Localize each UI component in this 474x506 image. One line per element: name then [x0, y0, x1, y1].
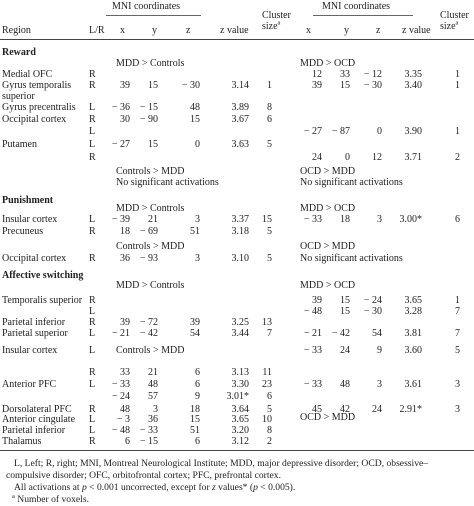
cluster-size-cell-ocd: 7	[455, 306, 460, 317]
lr-cell: L	[89, 214, 96, 225]
cluster-size-cell-ocd: 1	[455, 126, 460, 137]
y-cell: 15	[148, 139, 158, 150]
lr-cell: L	[89, 102, 96, 113]
lr-cell: R	[89, 436, 96, 447]
zvalue-cell: 3.89	[231, 102, 249, 113]
zvalue-cell: 3.65	[231, 414, 249, 425]
z-cell: 18	[190, 404, 200, 415]
cluster-size-cell: 8	[267, 425, 272, 436]
region-cell: Anterior PFC	[2, 379, 57, 390]
lr-cell: L	[89, 414, 96, 425]
zvalue-cell-ocd: 3.61	[404, 379, 422, 390]
zvalue-cell: 3.01*	[226, 391, 249, 402]
cluster-header-right: Cluster	[440, 10, 469, 21]
x-cell: − 48	[111, 425, 130, 436]
region-header: Region	[2, 25, 31, 36]
y-cell-ocd: − 87	[331, 126, 350, 137]
region-cell: Parietal inferior	[2, 317, 66, 328]
region-cell: superior	[2, 91, 35, 102]
z-cell: 39	[190, 317, 200, 328]
z-cell: 6	[195, 367, 200, 378]
y-cell-ocd: − 42	[331, 328, 350, 339]
zvalue-cell-ocd: 3.35	[404, 69, 422, 80]
cluster-size-cell: 15	[262, 214, 272, 225]
y-cell: − 42	[139, 328, 158, 339]
zvalue-cell-ocd: 2.91*	[399, 404, 422, 415]
zvalue-cell: 3.44	[231, 328, 249, 339]
zvalue-cell-ocd: 3.71	[404, 152, 422, 163]
region-cell: Anterior cingulate	[2, 414, 76, 425]
z-cell: 54	[190, 328, 200, 339]
y-cell: − 15	[139, 436, 158, 447]
y-cell: − 72	[139, 317, 158, 328]
y-cell-ocd: 33	[340, 69, 350, 80]
footnote-voxels: $^a$ Number of voxels.	[12, 492, 89, 505]
cluster-size-cell: 23	[262, 379, 272, 390]
region-cell: Thalamus	[2, 436, 42, 447]
cluster-size-cell-ocd: 1	[455, 80, 460, 91]
reward-controls-mdd: Controls > MDD	[116, 166, 185, 177]
region-cell: Gyrus precentralis	[2, 102, 76, 113]
z-cell-ocd: 3	[377, 214, 382, 225]
region-cell: Dorsolateral PFC	[2, 404, 72, 415]
z-cell-ocd: 9	[377, 345, 382, 356]
reward-ocd-mdd: OCD > MDD	[300, 166, 356, 177]
x-cell: − 33	[111, 379, 130, 390]
z-cell: 15	[190, 114, 200, 125]
x-cell: − 24	[111, 391, 130, 402]
zvalue-cell: 3.10	[231, 253, 249, 264]
x-cell: − 3	[116, 414, 130, 425]
cluster-size-cell: 6	[267, 114, 272, 125]
y-cell: − 93	[139, 253, 158, 264]
lr-cell: L	[89, 345, 96, 356]
cluster-size-cell: 1	[267, 80, 272, 91]
z-cell: 6	[195, 379, 200, 390]
y-cell: 3	[153, 404, 158, 415]
zvalue-cell: 3.63	[231, 139, 249, 150]
x-cell: − 21	[111, 328, 130, 339]
y-cell: − 33	[139, 425, 158, 436]
z-cell: 51	[190, 226, 200, 237]
z-cell: 3	[195, 253, 200, 264]
zvalue-cell: 3.37	[231, 214, 249, 225]
cluster-size-cell-ocd: 3	[455, 379, 460, 390]
region-cell: Gyrus temporalis	[2, 80, 72, 91]
cluster-size-cell-ocd: 6	[455, 214, 460, 225]
z-cell-ocd: − 24	[363, 295, 382, 306]
affective-controls-mdd: Controls > MDD	[116, 345, 185, 356]
zvalue-cell-ocd: 3.60	[404, 345, 422, 356]
zvalue-cell-ocd: 3.81	[404, 328, 422, 339]
region-cell: Insular cortex	[2, 214, 58, 225]
z-cell: − 30	[181, 80, 200, 91]
cluster-size-cell-ocd: 2	[455, 152, 460, 163]
y-cell-ocd: 0	[345, 152, 350, 163]
cluster-header-left: Cluster	[262, 10, 291, 21]
cluster-size-header-left: size$^a$	[262, 19, 281, 32]
x-header-right: x	[306, 25, 311, 36]
lr-cell: L	[89, 306, 96, 317]
zvalue-cell: 3.18	[231, 226, 249, 237]
cluster-size-cell: 7	[267, 328, 272, 339]
punishment-ocd-mdd: OCD > MDD	[300, 241, 356, 252]
z-cell-ocd: − 12	[363, 69, 382, 80]
zvalue-header-left: z value	[220, 25, 249, 36]
lr-cell: R	[89, 295, 96, 306]
cluster-size-cell: 5	[267, 226, 272, 237]
affective-mdd-ocd: MDD > OCD	[300, 280, 356, 291]
header-rule	[0, 39, 474, 40]
footer-rule	[0, 450, 474, 451]
y-cell-ocd: 15	[340, 306, 350, 317]
mni-coordinates-header-right: MNI coordinates	[322, 1, 391, 12]
z-cell-ocd: 24	[372, 404, 382, 415]
z-cell: 6	[195, 436, 200, 447]
x-cell-ocd: − 21	[303, 328, 322, 339]
cluster-size-cell-ocd: 1	[455, 69, 460, 80]
x-cell: − 39	[111, 214, 130, 225]
section-punishment: Punishment	[2, 195, 54, 206]
zvalue-cell-ocd: 3.00*	[399, 214, 422, 225]
cluster-size-cell-ocd: 5	[455, 345, 460, 356]
y-cell-ocd: 42	[340, 404, 350, 415]
zvalue-cell: 3.13	[231, 367, 249, 378]
z-cell: 48	[190, 102, 200, 113]
x-cell: 6	[125, 436, 130, 447]
region-cell: Parietal inferior	[2, 425, 66, 436]
z-cell: 9	[195, 391, 200, 402]
z-cell: 3	[195, 214, 200, 225]
affective-ocd-mdd: OCD > MDD	[300, 412, 356, 423]
lr-cell: L	[89, 126, 96, 137]
x-cell: 48	[120, 404, 130, 415]
region-cell: Putamen	[2, 139, 37, 150]
lr-cell: L	[89, 139, 96, 150]
y-cell: 15	[148, 80, 158, 91]
zvalue-header-right: z value	[402, 25, 431, 36]
section-affective-switching: Affective switching	[2, 270, 84, 281]
x-cell-ocd: 24	[312, 152, 322, 163]
x-cell: 36	[120, 253, 130, 264]
zvalue-cell-ocd: 3.28	[404, 306, 422, 317]
y-cell-ocd: 15	[340, 295, 350, 306]
x-cell: 33	[120, 367, 130, 378]
y-cell: − 90	[139, 114, 158, 125]
z-cell-ocd: 3	[377, 379, 382, 390]
lr-cell: R	[89, 152, 96, 163]
x-cell: 30	[120, 114, 130, 125]
punishment-mdd-controls: MDD > Controls	[116, 203, 185, 214]
region-cell: Temporalis superior	[2, 295, 83, 306]
footnote-threshold: All activations at p < 0.001 uncorrected, except for z values* (p < 0.005).	[14, 482, 296, 493]
x-cell-ocd: 12	[312, 69, 322, 80]
zvalue-cell-ocd: 3.65	[404, 295, 422, 306]
mni-coordinates-header-left: MNI coordinates	[112, 1, 181, 12]
x-cell-ocd: − 33	[303, 345, 322, 356]
lr-cell: R	[89, 80, 96, 91]
punishment-mdd-ocd: MDD > OCD	[300, 203, 356, 214]
cluster-size-cell: 5	[267, 404, 272, 415]
y-cell: 57	[148, 391, 158, 402]
y-cell-ocd: 15	[340, 80, 350, 91]
x-cell-ocd: − 27	[303, 126, 322, 137]
section-reward: Reward	[2, 47, 36, 58]
y-cell-ocd: 18	[340, 214, 350, 225]
zvalue-cell: 3.25	[231, 317, 249, 328]
cluster-size-cell: 5	[267, 253, 272, 264]
x-cell: 39	[120, 80, 130, 91]
cluster-size-cell-ocd: 1	[455, 295, 460, 306]
zvalue-cell: 3.20	[231, 425, 249, 436]
punishment-ocd-mdd-nosig: No significant activations	[300, 253, 403, 264]
lr-cell: L	[89, 425, 96, 436]
cluster-size-cell: 10	[262, 414, 272, 425]
z-header-right: z	[376, 25, 381, 36]
y-cell: 48	[148, 379, 158, 390]
y-cell-ocd: 48	[340, 379, 350, 390]
region-cell: Parietal superior	[2, 328, 68, 339]
lr-cell: R	[89, 404, 96, 415]
lr-cell: R	[89, 69, 96, 80]
zvalue-cell-ocd: 3.40	[404, 80, 422, 91]
y-header-left: y	[152, 25, 157, 36]
lr-cell: L	[89, 328, 96, 339]
region-cell: Medial OFC	[2, 69, 53, 80]
x-cell-ocd: − 48	[303, 306, 322, 317]
reward-mdd-ocd: MDD > OCD	[300, 58, 356, 69]
z-cell: 51	[190, 425, 200, 436]
cluster-size-header-right: size$^a$	[440, 19, 459, 32]
x-cell: − 36	[111, 102, 130, 113]
y-cell: − 69	[139, 226, 158, 237]
cluster-size-cell: 11	[262, 367, 272, 378]
x-cell-ocd: 39	[312, 295, 322, 306]
y-cell: 21	[148, 367, 158, 378]
cluster-size-cell: 13	[262, 317, 272, 328]
region-cell: Occipital cortex	[2, 114, 67, 125]
lr-header: L/R	[89, 25, 105, 36]
z-cell-ocd: 12	[372, 152, 382, 163]
x-cell-ocd: − 33	[303, 214, 322, 225]
cluster-size-cell: 6	[267, 391, 272, 402]
z-cell-ocd: 54	[372, 328, 382, 339]
x-cell-ocd: − 33	[303, 379, 322, 390]
region-cell: Precuneus	[2, 226, 44, 237]
zvalue-cell: 3.64	[231, 404, 249, 415]
region-cell: Insular cortex	[2, 345, 58, 356]
y-cell: 36	[148, 414, 158, 425]
y-cell: − 15	[139, 102, 158, 113]
zvalue-cell: 3.12	[231, 436, 249, 447]
cluster-size-cell-ocd: 7	[455, 328, 460, 339]
affective-mdd-controls: MDD > Controls	[116, 280, 185, 291]
zvalue-cell: 3.14	[231, 80, 249, 91]
mni-underline-right	[313, 15, 413, 16]
mni-underline-left	[106, 15, 201, 16]
x-header-left: x	[120, 25, 125, 36]
reward-controls-mdd-nosig: No significant activations	[116, 177, 219, 188]
zvalue-cell: 3.67	[231, 114, 249, 125]
lr-cell: L	[89, 379, 96, 390]
x-cell: 18	[120, 226, 130, 237]
z-header-left: z	[186, 25, 191, 36]
z-cell: 0	[195, 139, 200, 150]
y-header-right: y	[344, 25, 349, 36]
cluster-size-cell: 5	[267, 139, 272, 150]
lr-cell: R	[89, 226, 96, 237]
y-cell-ocd: 24	[340, 345, 350, 356]
x-cell-ocd: 45	[312, 404, 322, 415]
x-cell: 39	[120, 317, 130, 328]
z-cell-ocd: − 30	[363, 80, 382, 91]
lr-cell: R	[89, 367, 96, 378]
x-cell-ocd: 39	[312, 80, 322, 91]
cluster-size-cell-ocd: 3	[455, 404, 460, 415]
lr-cell: R	[89, 253, 96, 264]
cluster-size-cell: 8	[267, 102, 272, 113]
cluster-size-cell: 2	[267, 436, 272, 447]
region-cell: Occipital cortex	[2, 253, 67, 264]
y-cell: 21	[148, 214, 158, 225]
punishment-controls-mdd: Controls > MDD	[116, 241, 185, 252]
lr-cell: R	[89, 317, 96, 328]
x-cell: − 27	[111, 139, 130, 150]
z-cell-ocd: − 30	[363, 306, 382, 317]
zvalue-cell-ocd: 3.90	[404, 126, 422, 137]
reward-ocd-mdd-nosig: No significant activations	[300, 177, 403, 188]
reward-mdd-controls: MDD > Controls	[116, 58, 185, 69]
z-cell: 15	[190, 414, 200, 425]
footnote-abbreviations: L, Left; R, right; MNI, Montreal Neurological Institute; MDD, major depressive disorder; OCD, obsessive–compulsive disorder; OFC, orbitofrontal cortex; PFC, prefrontal cortex.	[6, 458, 429, 481]
zvalue-cell: 3.30	[231, 379, 249, 390]
lr-cell: R	[89, 114, 96, 125]
z-cell-ocd: 0	[377, 126, 382, 137]
